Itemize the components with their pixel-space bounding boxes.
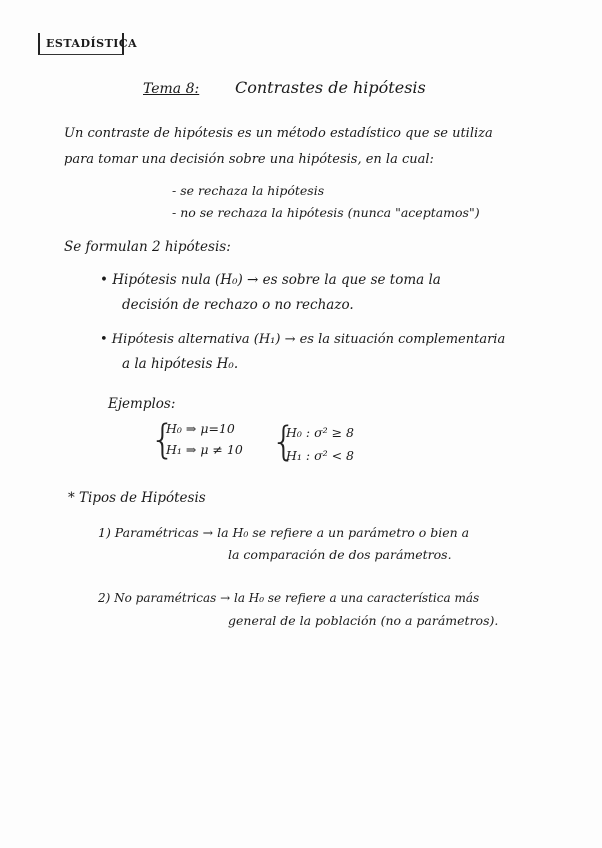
null-hypothesis-line-2: decisión de rechazo o no rechazo. bbox=[122, 297, 354, 313]
alt-hypothesis-line-1: • Hipótesis alternativa (H₁) → es la situación complementaria bbox=[100, 332, 506, 347]
formulate-heading: Se formulan 2 hipótesis: bbox=[64, 239, 231, 255]
example-2-brace: { bbox=[271, 419, 297, 465]
null-hypothesis-line-1: • Hipótesis nula (H₀) → es sobre la que se toma la bbox=[100, 272, 441, 288]
intro-line-1: Un contraste de hipótesis es un método estadístico que se utiliza bbox=[64, 126, 493, 141]
intro-option-1: - se rechaza la hipótesis bbox=[172, 183, 325, 198]
parametric-line-1: 1) Paramétricas → la H₀ se refiere a un parámetro o bien a bbox=[98, 525, 470, 540]
nonparametric-line-2: general de la población (no a parámetros). bbox=[228, 613, 499, 628]
example-2-h0: H₀ : σ² ≥ 8 bbox=[286, 425, 354, 440]
parametric-line-2: la comparación de dos parámetros. bbox=[228, 547, 452, 562]
example-1-h1: H₁ ⇒ μ ≠ 10 bbox=[166, 442, 243, 457]
examples-heading: Ejemplos: bbox=[108, 396, 176, 412]
intro-line-2: para tomar una decisión sobre una hipótesis, en la cual: bbox=[64, 152, 434, 167]
nonparametric-line-1: 2) No paramétricas → la H₀ se refiere a una característica más bbox=[98, 591, 480, 605]
page-title: Contrastes de hipótesis bbox=[235, 78, 426, 97]
intro-option-2: - no se rechaza la hipótesis (nunca "aceptamos") bbox=[172, 205, 480, 220]
example-1-h0: H₀ ⇒ μ=10 bbox=[166, 421, 235, 436]
types-heading: * Tipos de Hipótesis bbox=[68, 490, 206, 506]
example-2-h1: H₁ : σ² < 8 bbox=[286, 448, 354, 463]
subject-header: ESTADÍSTICA bbox=[46, 37, 138, 50]
example-1-brace: { bbox=[150, 417, 176, 463]
alt-hypothesis-line-2: a la hipótesis H₀. bbox=[122, 356, 239, 372]
topic-number: Tema 8: bbox=[143, 81, 200, 97]
